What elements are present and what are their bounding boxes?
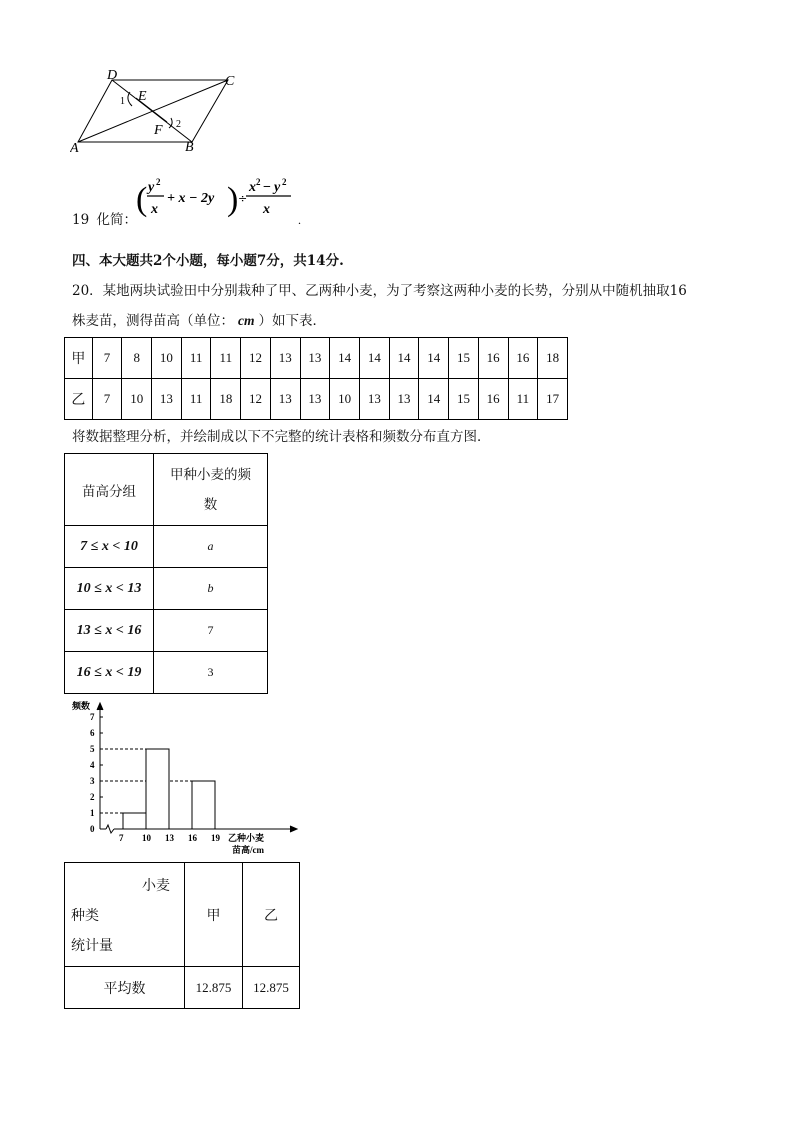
freq-group: 7 ≤ x < 10 <box>65 526 154 568</box>
y-axis-arrow <box>97 703 103 710</box>
svg-text:2: 2 <box>156 177 161 187</box>
svg-text:x: x <box>151 202 158 217</box>
label-d: D <box>107 68 118 83</box>
unit-cm: cm <box>238 313 255 328</box>
freq-group: 13 ≤ x < 16 <box>65 610 154 652</box>
cell: 11 <box>211 338 241 379</box>
cell: 13 <box>300 338 330 379</box>
y-tick-label: 4 <box>90 760 95 770</box>
stat-diagonal-header <box>65 863 185 967</box>
svg-text:2: 2 <box>282 177 287 187</box>
height-data-table <box>64 337 568 420</box>
svg-text:.: . <box>298 213 301 227</box>
cell: 13 <box>152 379 182 420</box>
q19-prefix: 化简： <box>96 212 137 228</box>
svg-text:2: 2 <box>256 177 261 187</box>
cell: 15 <box>449 379 479 420</box>
cell: 18 <box>211 379 241 420</box>
cell: 11 <box>508 379 538 420</box>
cell: 7 <box>92 338 122 379</box>
freq-header-count <box>154 454 268 526</box>
x-tick-label: 7 <box>119 833 124 843</box>
svg-text:x: x <box>263 202 270 217</box>
stat-row-mean <box>65 967 300 1009</box>
cell: 11 <box>181 379 211 420</box>
cell: 18 <box>538 338 568 379</box>
cell: 16 <box>508 338 538 379</box>
freq-header-group: 苗高分组 <box>65 454 154 526</box>
x-axis-arrow <box>290 826 297 832</box>
statistics-table <box>64 862 300 1009</box>
x-axis-break <box>106 825 114 833</box>
svg-text:−: − <box>263 180 271 195</box>
cell: 13 <box>359 379 389 420</box>
svg-text:y: y <box>274 180 281 195</box>
q20-line-2 <box>72 311 326 331</box>
histogram-chart <box>66 700 302 860</box>
angle-1-label: 1 <box>120 96 125 107</box>
freq-row <box>65 652 268 694</box>
cell: 14 <box>419 379 449 420</box>
frequency-table <box>64 453 268 694</box>
stat-col-jia: 甲 <box>185 863 243 967</box>
histogram-bar <box>146 749 169 829</box>
stat-row-label: 平均数 <box>65 967 185 1009</box>
q19-expression <box>136 174 306 228</box>
freq-value: 7 <box>154 610 268 652</box>
cell: 17 <box>538 379 568 420</box>
svg-text:÷: ÷ <box>238 192 248 205</box>
x-axis-label-line1: 乙种小麦 <box>228 833 265 843</box>
svg-text:x: x <box>249 180 256 195</box>
svg-text:+ x − 2y: + x − 2y <box>167 191 215 206</box>
cell: 14 <box>419 338 449 379</box>
cell: 10 <box>330 379 360 420</box>
freq-value: 3 <box>154 652 268 694</box>
q19-line <box>72 210 137 230</box>
svg-text:(: ( <box>136 181 148 218</box>
cell: 7 <box>92 379 122 420</box>
stat-header-row <box>65 863 300 967</box>
q19-number: 19 <box>72 212 90 228</box>
stat-jia-mean: 12.875 <box>185 967 243 1009</box>
cell: 14 <box>359 338 389 379</box>
parallelogram-figure <box>70 68 250 154</box>
q20-line-2b: ）如下表． <box>258 313 326 329</box>
cell: 15 <box>449 338 479 379</box>
cell: 14 <box>389 338 419 379</box>
stat-diag-bottom: 统计量 <box>71 938 113 954</box>
x-tick-label: 19 <box>211 833 220 843</box>
freq-header-row <box>65 454 268 526</box>
cell: 10 <box>152 338 182 379</box>
y-axis-label: 频数 <box>72 701 91 711</box>
stat-diag-top: 小麦 <box>142 878 170 894</box>
y-tick-label: 6 <box>90 728 95 738</box>
section-4-heading: 四、本大题共2个小题，每小题7分，共14分. <box>72 253 344 269</box>
freq-row <box>65 610 268 652</box>
cell: 13 <box>300 379 330 420</box>
y-tick-label: 0 <box>90 824 95 834</box>
q20-line-2a: 株麦苗，测得苗高（单位： <box>72 313 234 329</box>
cell: 10 <box>122 379 152 420</box>
cell: 12 <box>241 379 271 420</box>
y-tick-label: 2 <box>90 792 95 802</box>
cell: 14 <box>330 338 360 379</box>
cell: 13 <box>270 338 300 379</box>
svg-text:y: y <box>148 180 155 195</box>
label-c: C <box>225 74 235 89</box>
x-tick-label: 10 <box>142 833 151 843</box>
row-yi <box>65 379 568 420</box>
freq-row <box>65 526 268 568</box>
label-a: A <box>70 141 79 154</box>
y-tick-label: 3 <box>90 776 95 786</box>
x-axis-label-line2: 苗高/cm <box>232 845 264 855</box>
freq-header-count-line1: 甲种小麦的频 <box>170 466 251 483</box>
stat-col-yi: 乙 <box>243 863 300 967</box>
freq-value: b <box>154 568 268 610</box>
cell: 8 <box>122 338 152 379</box>
cell: 13 <box>270 379 300 420</box>
cell: 16 <box>478 379 508 420</box>
freq-group: 10 ≤ x < 13 <box>65 568 154 610</box>
histogram-bar <box>123 813 146 829</box>
histogram-bar <box>192 781 215 829</box>
x-tick-label: 13 <box>165 833 174 843</box>
freq-value: a <box>154 526 268 568</box>
cell: 16 <box>478 338 508 379</box>
stat-diag-mid: 种类 <box>71 908 99 924</box>
q20-line-3: 将数据整理分析，并绘制成以下不完整的统计表格和频数分布直方图． <box>72 429 491 445</box>
stat-yi-mean: 12.875 <box>243 967 300 1009</box>
y-tick-label: 5 <box>90 744 95 754</box>
label-b: B <box>185 140 194 154</box>
label-f: F <box>154 123 163 138</box>
row-label-yi: 乙 <box>65 379 93 420</box>
q20-line-1: 20．某地两块试验田中分别栽种了甲、乙两种小麦，为了考察这两种小麦的长势，分别从中随机抽取16 <box>72 283 687 299</box>
y-tick-label: 7 <box>90 712 95 722</box>
freq-header-count-line2: 数 <box>203 496 218 513</box>
angle-2-label: 2 <box>176 119 181 130</box>
svg-text:): ) <box>227 181 239 218</box>
cell: 11 <box>181 338 211 379</box>
x-tick-label: 16 <box>188 833 197 843</box>
freq-group: 16 ≤ x < 19 <box>65 652 154 694</box>
row-jia <box>65 338 568 379</box>
label-e: E <box>138 89 147 104</box>
cell: 13 <box>389 379 419 420</box>
freq-row <box>65 568 268 610</box>
cell: 12 <box>241 338 271 379</box>
y-tick-label: 1 <box>90 808 95 818</box>
row-label-jia: 甲 <box>65 338 93 379</box>
